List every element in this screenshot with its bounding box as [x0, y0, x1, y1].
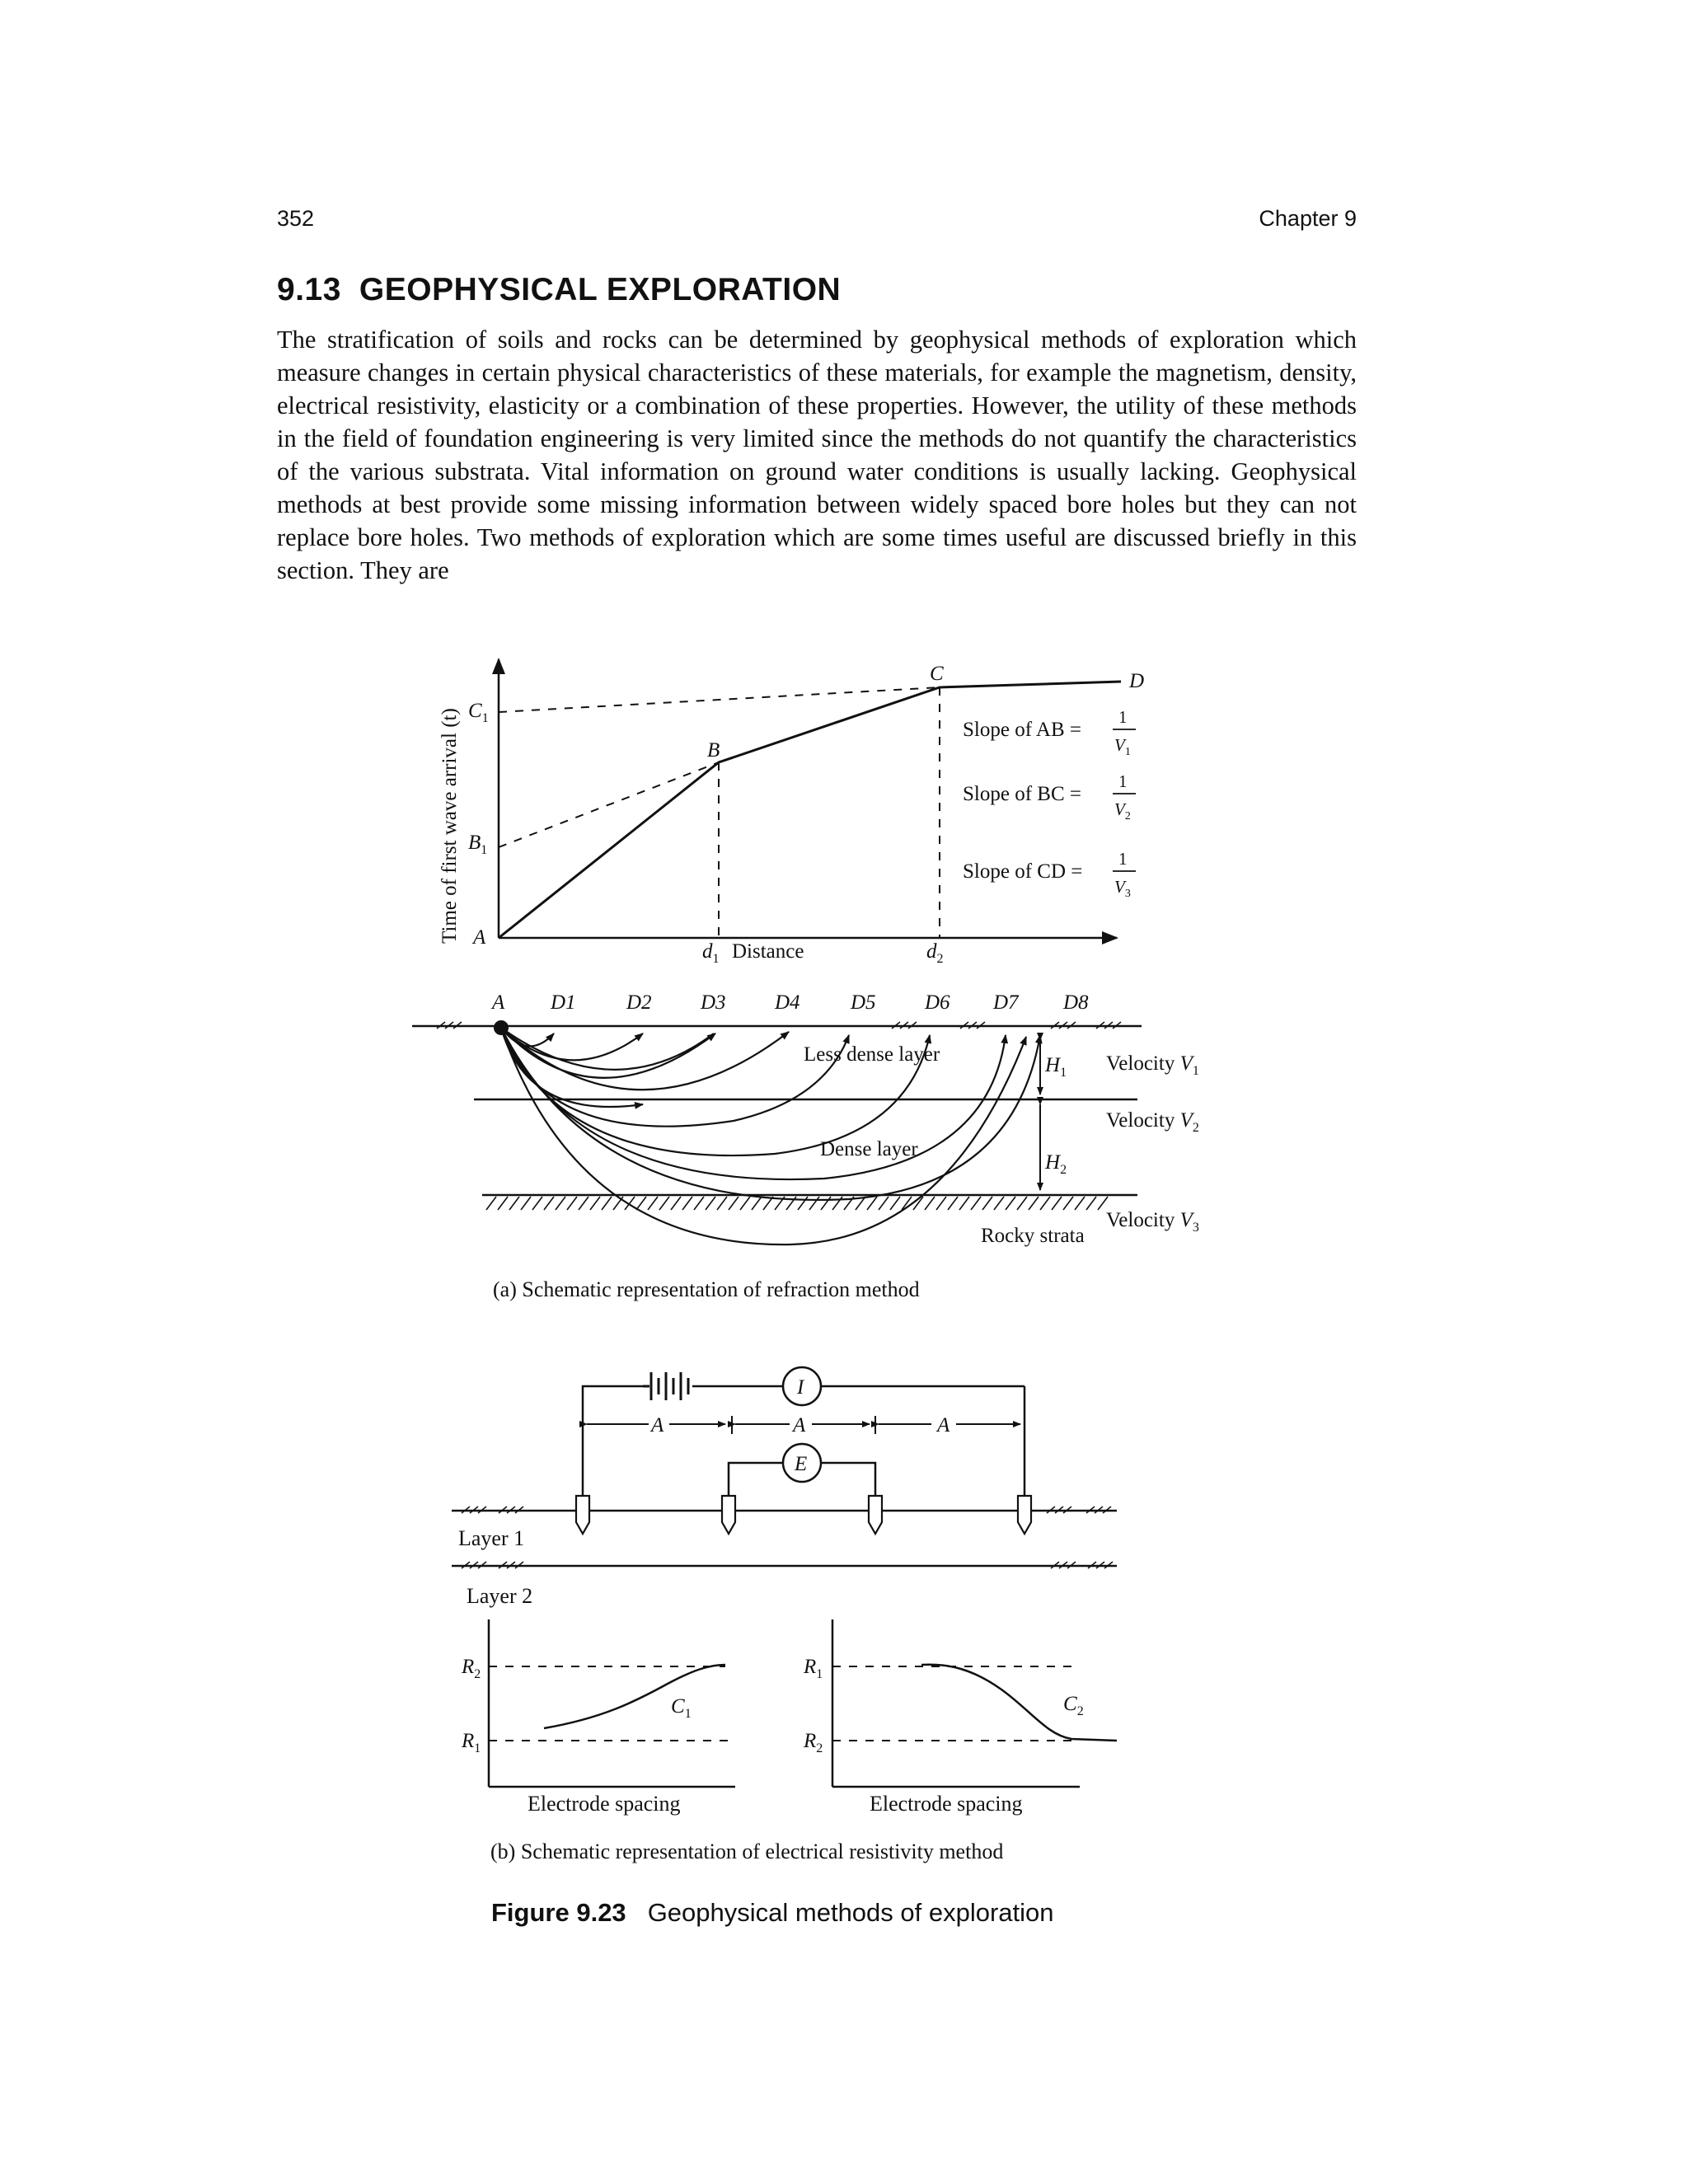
body-paragraph: The stratification of soils and rocks can be determined by geophysical methods of exploration which measure changes in certain physical characteristics of these materials, for example the magnetism, density, electrical resistivity, elasticity or a combination of these properties. However, the utility of these methods in the field of foundation engineering is very limited since the methods do not quantify the characteristics of the various substrata. Vital information on ground water conditions is usually lacking. Geophysical methods at best provide some missing information between widely spaced bore holes but they can not replace bore holes. Two methods of exploration which are some times useful are discussed briefly in this section. They are	[277, 326, 1357, 584]
left-c1-label: $C_1$	[671, 1695, 692, 1721]
chapter-label: Chapter 9	[1259, 206, 1357, 231]
spacing-label-1: A	[651, 1414, 664, 1436]
curve-c1	[544, 1665, 725, 1728]
source-label: A	[492, 991, 505, 1014]
slope-ab-numerator: 1	[1118, 707, 1128, 727]
layer-hatching	[462, 1507, 1113, 1568]
battery-icon	[643, 1372, 688, 1400]
voltage-circuit-wire	[729, 1463, 783, 1498]
h2-label: $H_2$	[1045, 1151, 1067, 1177]
right-r1-label: $R_1$	[804, 1656, 823, 1681]
detector-d3: D3	[701, 991, 726, 1014]
section-title: GEOPHYSICAL EXPLORATION	[359, 272, 842, 307]
electrode-3	[869, 1496, 882, 1534]
resistivity-circuit	[452, 1367, 1117, 1568]
point-b-label: B	[707, 739, 720, 762]
refraction-section	[412, 1020, 1142, 1244]
left-r1-label: $R_1$	[462, 1730, 481, 1755]
d1-label: $d_1$	[702, 940, 720, 966]
current-meter-label: I	[797, 1376, 804, 1399]
point-c-label: C	[930, 663, 944, 685]
left-plot-xlabel: Electrode spacing	[528, 1792, 681, 1816]
velocity-v1-label: Velocity $V_1$	[1106, 1052, 1199, 1078]
velocity-v3-label: Velocity $V_3$	[1106, 1209, 1199, 1235]
figure-b-caption: (b) Schematic representation of electrical resistivity method	[490, 1840, 1004, 1863]
d2-label: $d_2$	[926, 940, 944, 966]
extrapolation-cd	[499, 687, 940, 712]
detector-d8: D8	[1063, 991, 1089, 1014]
figure-a-caption: (a) Schematic representation of refraction method	[493, 1277, 920, 1301]
point-c1-label: $C_1$	[468, 700, 489, 725]
h1-label: $H_1$	[1045, 1054, 1067, 1080]
section-number: 9.13	[277, 272, 341, 307]
graph-xlabel: Distance	[732, 940, 804, 963]
less-dense-layer-label: Less dense layer	[804, 1043, 940, 1066]
detector-d7: D7	[993, 991, 1019, 1014]
detector-d2: D2	[626, 991, 652, 1014]
slope-bc-text: Slope of BC =	[963, 783, 1081, 805]
right-r2-label: $R_2$	[804, 1730, 823, 1755]
electrodes	[576, 1496, 1031, 1534]
slope-bc-numerator: 1	[1118, 771, 1128, 791]
slope-cd-text: Slope of CD =	[963, 860, 1083, 883]
slope-ab-formula	[963, 707, 1136, 758]
spacing-label-3: A	[937, 1414, 950, 1436]
detector-labels	[550, 991, 1089, 1014]
detector-d1: D1	[551, 991, 576, 1014]
slope-bc-formula	[963, 771, 1136, 823]
detector-d4: D4	[775, 991, 800, 1014]
detector-d5: D5	[851, 991, 876, 1014]
current-circuit-wire	[583, 1386, 643, 1498]
curve-c2	[921, 1665, 1117, 1741]
dense-layer-label: Dense layer	[820, 1138, 918, 1160]
figure-caption	[491, 1898, 1054, 1928]
graph-ylabel: Time of first wave arrival (t)	[438, 708, 461, 944]
figure-number: Figure 9.23	[491, 1898, 626, 1927]
electrode-2	[722, 1496, 735, 1534]
slope-ab-text: Slope of AB =	[963, 719, 1081, 741]
spacing-label-2: A	[793, 1414, 806, 1436]
detector-d6: D6	[925, 991, 950, 1014]
extrapolation-bc	[499, 762, 719, 847]
layer-2-label: Layer 2	[467, 1584, 533, 1608]
point-b1-label: $B_1$	[468, 832, 488, 857]
electrode-4	[1018, 1496, 1031, 1534]
resistivity-plot-left	[489, 1619, 735, 1787]
right-c2-label: $C_2$	[1063, 1693, 1084, 1718]
figure-caption-text: Geophysical methods of exploration	[647, 1898, 1054, 1927]
layer-1-label: Layer 1	[458, 1526, 525, 1550]
source-point	[494, 1020, 509, 1035]
slope-bc-denominator: $V_2$	[1114, 799, 1131, 823]
electrode-1	[576, 1496, 589, 1534]
rock-hatching	[486, 1197, 1108, 1210]
ray-paths	[501, 1028, 1040, 1244]
right-plot-xlabel: Electrode spacing	[870, 1792, 1023, 1816]
slope-cd-denominator: $V_3$	[1114, 877, 1131, 900]
page-number: 352	[277, 206, 315, 231]
slope-cd-formula	[963, 849, 1136, 900]
velocity-v2-label: Velocity $V_2$	[1106, 1109, 1199, 1135]
left-r2-label: $R_2$	[462, 1656, 481, 1681]
voltage-meter-label: E	[795, 1453, 808, 1475]
rocky-strata-label: Rocky strata	[981, 1225, 1085, 1247]
point-d-label: D	[1129, 670, 1145, 692]
slope-ab-denominator: $V_1$	[1114, 735, 1131, 758]
slope-cd-numerator: 1	[1118, 849, 1128, 869]
point-a-label: A	[473, 926, 486, 949]
